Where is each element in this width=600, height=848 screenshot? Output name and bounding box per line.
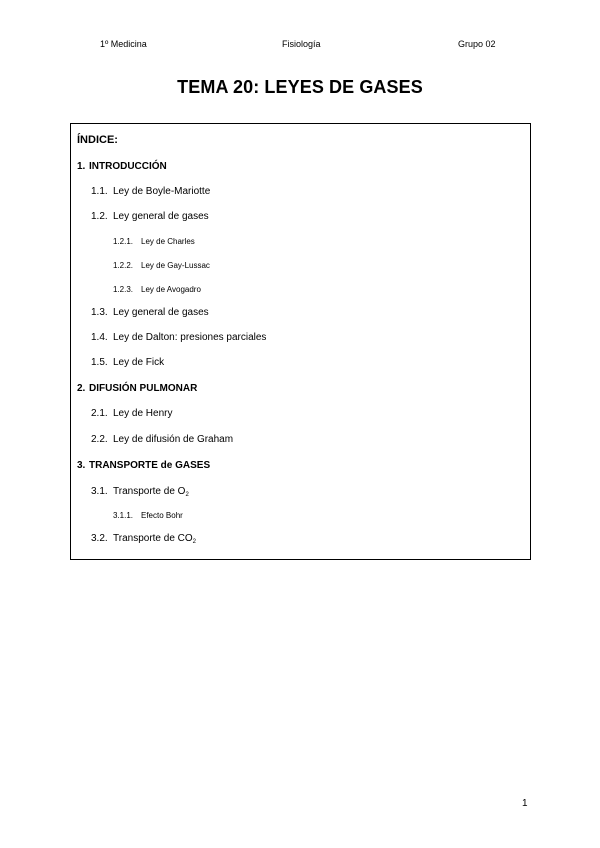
toc-text: Ley general de gases [113,211,209,222]
toc-number: 3. [77,460,86,471]
toc-text: Ley de Henry [113,408,173,419]
toc-text: DIFUSIÓN PULMONAR [89,383,198,394]
toc-subsection [91,357,164,369]
toc-subsubsection [113,510,183,522]
toc-text: Ley de Fick [113,357,165,368]
toc-subsubsection [113,284,201,296]
toc-text: TRANSPORTE de GASES [89,460,211,471]
toc-text: Ley de Dalton: presiones parciales [113,332,267,343]
toc-number: 3.1.1. [113,511,134,520]
toc-subsection [91,307,209,319]
toc-number: 1.2.3. [113,285,134,294]
toc-text: Ley de Boyle-Mariotte [113,186,211,197]
toc-subsection [91,408,172,420]
toc-subsection [91,332,266,344]
toc-text: Transporte de O [113,486,186,497]
header-group: Grupo 02 [458,39,496,49]
toc-text: Transporte de CO [113,533,193,544]
toc-text: Ley de difusión de Graham [113,434,234,445]
toc-subscript: 2 [185,492,189,498]
page-number: 1 [522,798,528,809]
toc-section [77,383,197,395]
toc-subsection [91,486,189,498]
toc-number: 2. [77,383,86,394]
toc-section [77,460,210,472]
index-heading: ÍNDICE: [77,134,118,146]
toc-subsection [91,186,210,198]
toc-text: Ley general de gases [113,307,209,318]
toc-number: 3.2. [91,533,108,544]
toc-number: 2.1. [91,408,108,419]
toc-number: 1.2. [91,211,108,222]
toc-number: 1.1. [91,186,108,197]
toc-subsubsection [113,236,195,248]
toc-subsection [91,211,209,223]
toc-number: 1.2.1. [113,237,134,246]
toc-text: Efecto Bohr [141,511,183,520]
toc-subsubsection [113,260,210,272]
toc-section [77,161,167,173]
toc-text: Ley de Avogadro [141,285,201,294]
toc-text: Ley de Charles [141,237,195,246]
toc-subsection [91,533,196,545]
toc-text: INTRODUCCIÓN [89,161,167,172]
index-box [70,123,531,560]
toc-number: 2.2. [91,434,108,445]
toc-number: 1.4. [91,332,108,343]
header-course: 1º Medicina [100,39,147,49]
toc-text: Ley de Gay-Lussac [141,261,210,270]
toc-number: 1.3. [91,307,108,318]
toc-subsection [91,434,233,446]
document-title: TEMA 20: LEYES DE GASES [177,77,423,97]
toc-number: 1.5. [91,357,108,368]
toc-number: 1.2.2. [113,261,134,270]
toc-number: 1. [77,161,86,172]
toc-subscript: 2 [192,539,197,545]
toc-number: 3.1. [91,486,108,497]
header-subject: Fisiología [282,39,321,49]
